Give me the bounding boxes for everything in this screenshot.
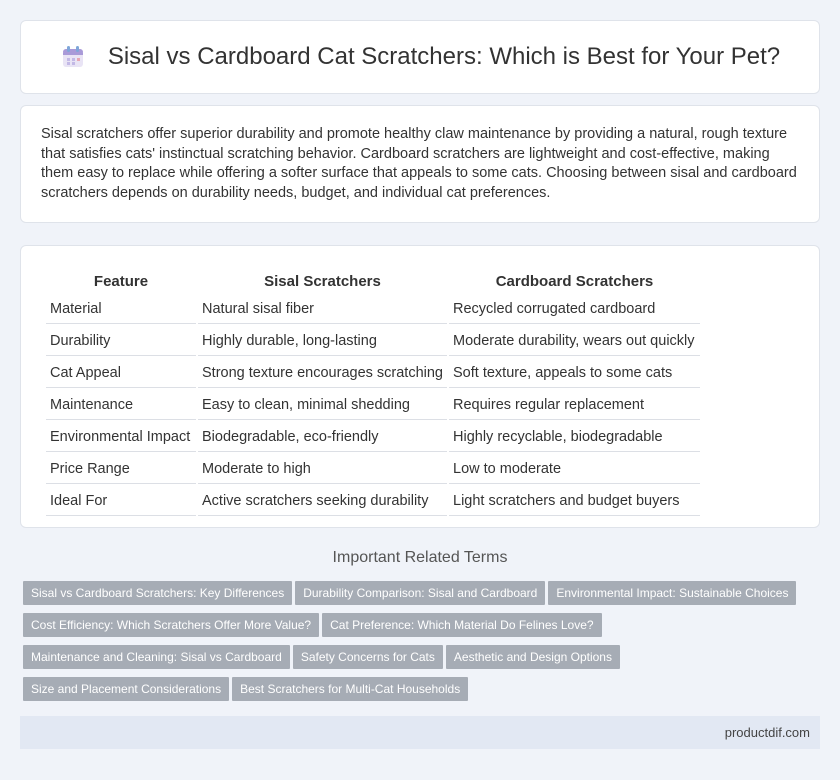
table-cell: Recycled corrugated cardboard: [449, 294, 700, 324]
related-term-tag[interactable]: Sisal vs Cardboard Scratchers: Key Differences: [23, 581, 292, 605]
table-cell: Environmental Impact: [46, 422, 196, 452]
header-feature: Feature: [93, 272, 149, 290]
table-cell: Durability: [46, 326, 196, 356]
table-cell: Low to moderate: [449, 454, 700, 484]
header-card: [20, 20, 820, 94]
comparison-card: [20, 245, 820, 528]
table-cell: Soft texture, appeals to some cats: [449, 358, 700, 388]
related-term-tag[interactable]: Best Scratchers for Multi-Cat Households: [232, 677, 468, 701]
calendar-icon: [60, 44, 86, 70]
related-terms-title: Important Related Terms: [332, 549, 508, 566]
table-cell: Moderate durability, wears out quickly: [449, 326, 700, 356]
table-cell: Maintenance: [46, 390, 196, 420]
table-cell: Biodegradable, eco-friendly: [198, 422, 447, 452]
related-terms-list: [23, 581, 823, 709]
related-term-tag[interactable]: Cost Efficiency: Which Scratchers Offer More Value?: [23, 613, 319, 637]
table-row: [46, 454, 700, 484]
related-term-tag[interactable]: Size and Placement Considerations: [23, 677, 229, 701]
table-cell: Active scratchers seeking durability: [198, 486, 447, 516]
related-term-tag[interactable]: Environmental Impact: Sustainable Choices: [548, 581, 796, 605]
table-cell: Easy to clean, minimal shedding: [198, 390, 447, 420]
header-cardboard: Cardboard Scratchers: [495, 272, 654, 290]
intro-text: Sisal scratchers offer superior durability and promote healthy claw maintenance by providing a natural, rough texture that satisfies cats' instinctual scratching behavior. Cardboard scratchers are lightweight and cost-effective, making them easy to replace while offering a softer surface that appeals to some cats. Choosing between sisal and cardboard scratchers depends on durability needs, budget, and individual cat preferences.: [41, 126, 797, 201]
footer: [20, 716, 820, 749]
table-cell: Highly durable, long-lasting: [198, 326, 447, 356]
comparison-table: [44, 266, 702, 518]
table-cell: Ideal For: [46, 486, 196, 516]
related-term-tag[interactable]: Aesthetic and Design Options: [446, 645, 620, 669]
table-row: [46, 294, 700, 324]
table-row: [46, 390, 700, 420]
table-cell: Light scratchers and budget buyers: [449, 486, 700, 516]
table-header-row: [46, 268, 700, 292]
table-row: [46, 486, 700, 516]
table-row: [46, 422, 700, 452]
related-term-tag[interactable]: Durability Comparison: Sisal and Cardboard: [295, 581, 545, 605]
footer-site-link[interactable]: productdif.com: [724, 725, 810, 740]
table-cell: Moderate to high: [198, 454, 447, 484]
table-cell: Strong texture encourages scratching: [198, 358, 447, 388]
table-cell: Natural sisal fiber: [198, 294, 447, 324]
table-row: [46, 326, 700, 356]
table-cell: Cat Appeal: [46, 358, 196, 388]
header-sisal: Sisal Scratchers: [264, 272, 381, 290]
table-cell: Price Range: [46, 454, 196, 484]
related-term-tag[interactable]: Cat Preference: Which Material Do Felines Love?: [322, 613, 601, 637]
intro-card: [20, 105, 820, 223]
table-cell: Highly recyclable, biodegradable: [449, 422, 700, 452]
page-title: Sisal vs Cardboard Cat Scratchers: Which is Best for Your Pet?: [107, 43, 781, 70]
table-cell: Requires regular replacement: [449, 390, 700, 420]
table-row: [46, 358, 700, 388]
related-term-tag[interactable]: Safety Concerns for Cats: [293, 645, 443, 669]
table-cell: Material: [46, 294, 196, 324]
related-term-tag[interactable]: Maintenance and Cleaning: Sisal vs Cardboard: [23, 645, 290, 669]
